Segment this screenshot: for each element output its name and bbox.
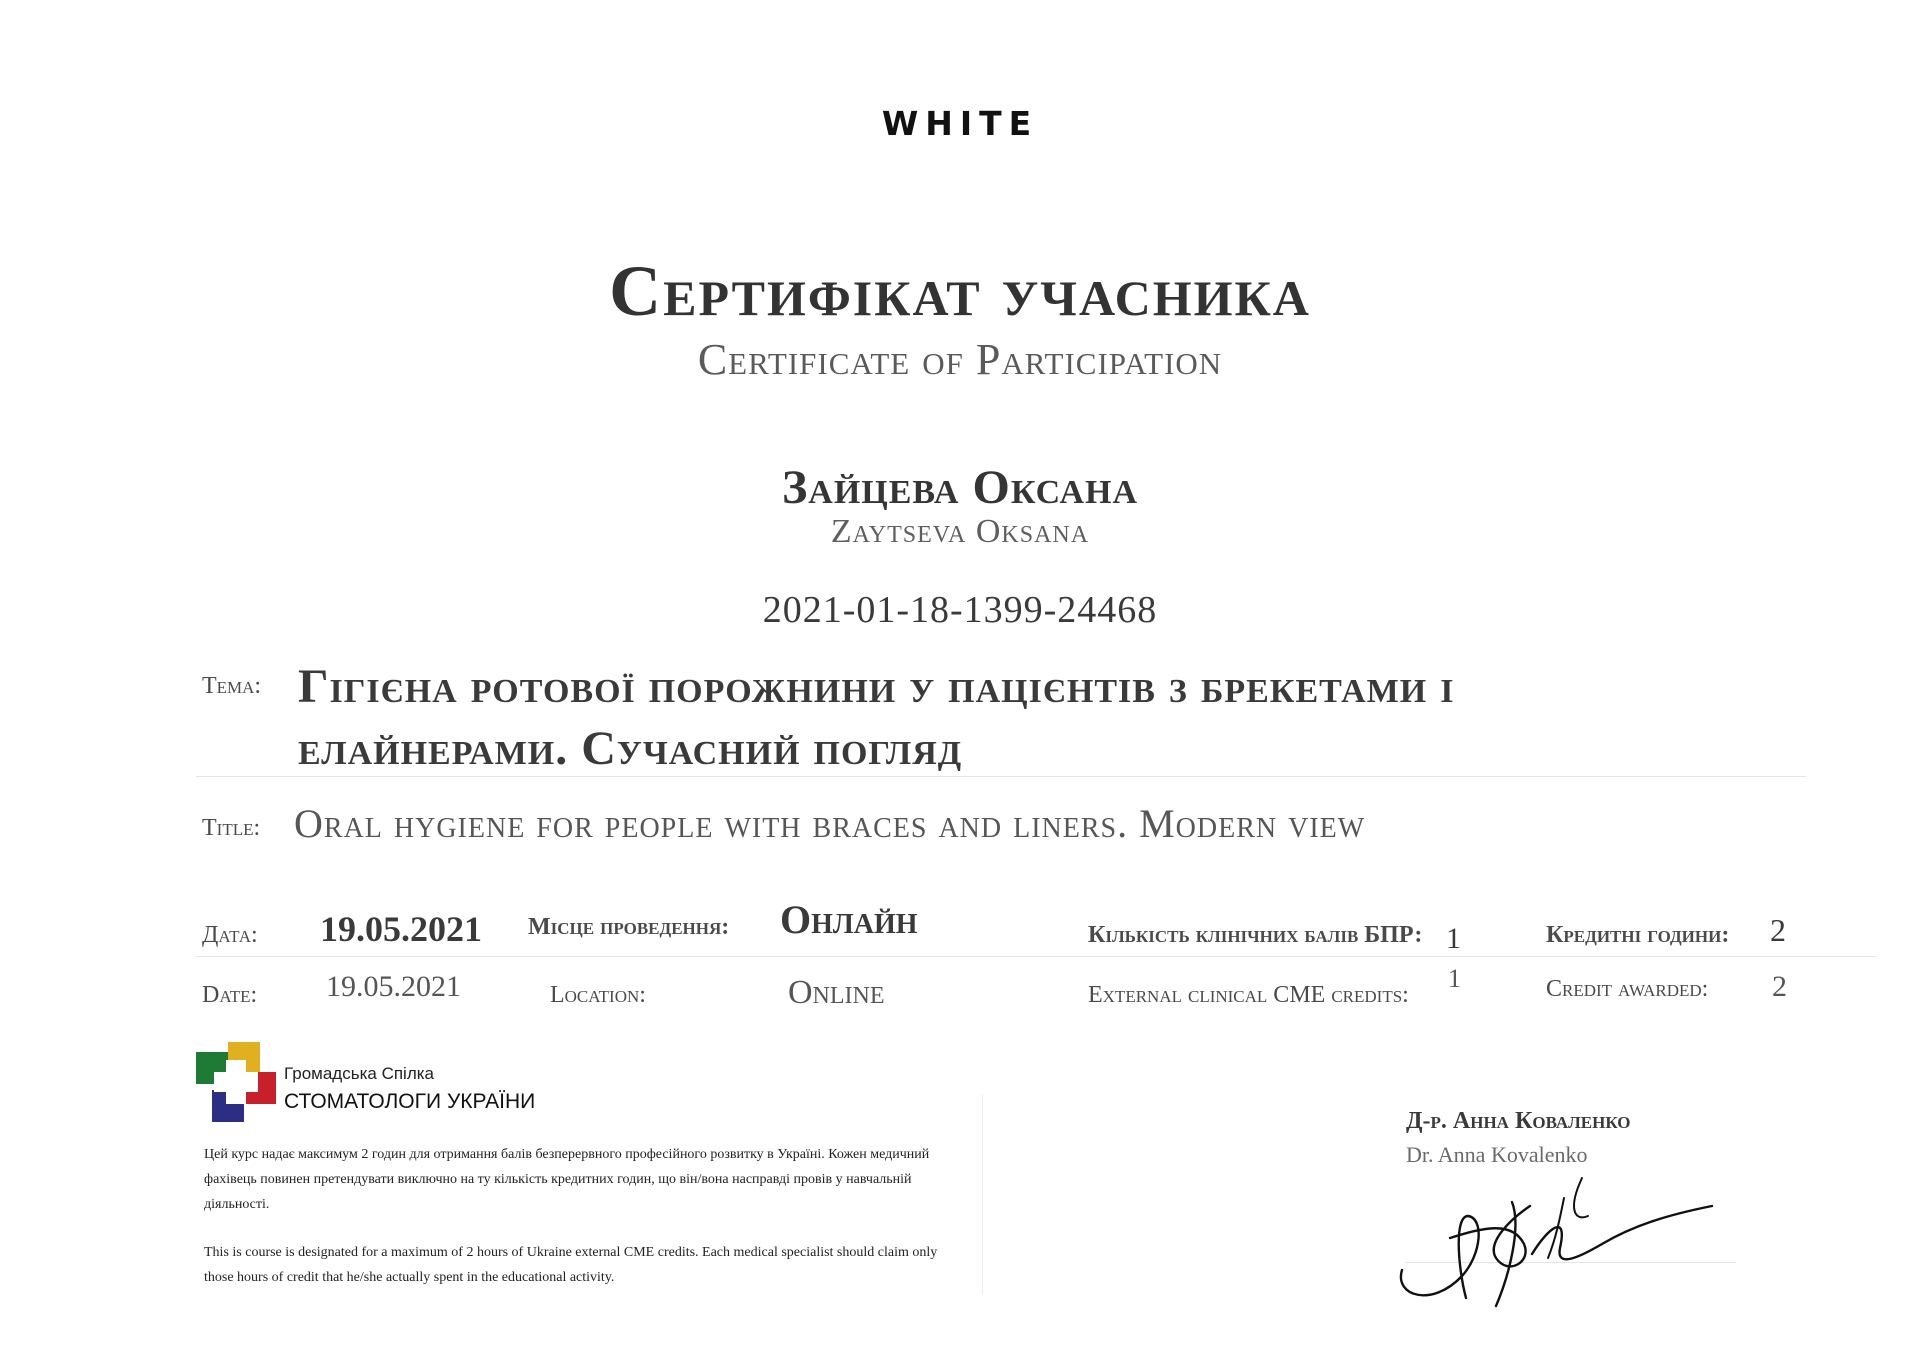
brand-logo: WHITE: [881, 104, 1039, 143]
logo-cross-horizontal: [214, 1072, 258, 1092]
date-value-en: 19.05.2021: [326, 970, 461, 1003]
vertical-divider: [982, 1095, 983, 1295]
topic-label-uk: Тема:: [202, 673, 262, 699]
credit-value-uk: 2: [1770, 912, 1786, 948]
cme-value-en: 1: [1448, 964, 1461, 993]
location-value-uk: Онлайн: [780, 897, 918, 942]
certificate-title-uk: Сертифікат учасника: [609, 251, 1311, 331]
topic-text-en: Oral hygiene for people with braces and liners. Modern view: [294, 801, 1366, 846]
credit-label-uk: Кредитні години:: [1546, 922, 1730, 948]
date-label-uk: Дата:: [202, 922, 258, 948]
certificate-id: 2021-01-18-1399-24468: [762, 589, 1158, 631]
participant-name-en: Zaytseva Oksana: [830, 513, 1090, 550]
organization-logo-icon: [196, 1042, 276, 1122]
signatory-name-uk: Д-р. Анна Коваленко: [1406, 1108, 1631, 1134]
participant-name-uk: Зайцева Оксана: [781, 461, 1139, 514]
location-label-uk: Місце проведення:: [528, 914, 730, 940]
credit-value-en: 2: [1772, 970, 1787, 1003]
credit-label-en: Credit awarded:: [1546, 976, 1709, 1002]
topic-label-en: Title:: [202, 815, 261, 841]
cme-value-uk: 1: [1446, 922, 1461, 955]
cme-label-en: External clinical CME credits:: [1088, 982, 1409, 1008]
certificate-title-en: Certificate of Participation: [697, 335, 1223, 384]
location-value-en: Online: [788, 974, 885, 1011]
divider: [196, 956, 1876, 957]
divider: [196, 776, 1806, 777]
disclaimer-uk: Цей курс надає максимум 2 годин для отримання балів безперервного професійного розвитку в Україні. Кожен медичний фахівець повинен претендувати виключно на ту кількість кредитних годин, що він/вона насправді провів у навчальній діяльності.: [204, 1147, 930, 1212]
location-label-en: Location:: [550, 982, 646, 1008]
signatory-name-en: Dr. Anna Kovalenko: [1406, 1142, 1588, 1167]
topic-text-uk: Гігієна ротової порожнини у пацієнтів з брекетами і елайнерами. Сучасний погляд: [298, 660, 1455, 775]
organization-name-line2: СТОМАТОЛОГИ УКРАЇНИ: [284, 1090, 536, 1113]
disclaimer-en: This is course is designated for a maximum of 2 hours of Ukraine external CME credits. Each medical specialist should claim only those hours of credit that he/she actually spent in the educational activity.: [204, 1245, 938, 1285]
date-label-en: Date:: [202, 982, 258, 1008]
organization-name-line1: Громадська Спілка: [284, 1064, 435, 1083]
date-value-uk: 19.05.2021: [320, 909, 482, 949]
cme-label-uk: Кількість клінічних балів БПР:: [1088, 922, 1423, 948]
handwritten-signature: [1392, 1158, 1722, 1308]
